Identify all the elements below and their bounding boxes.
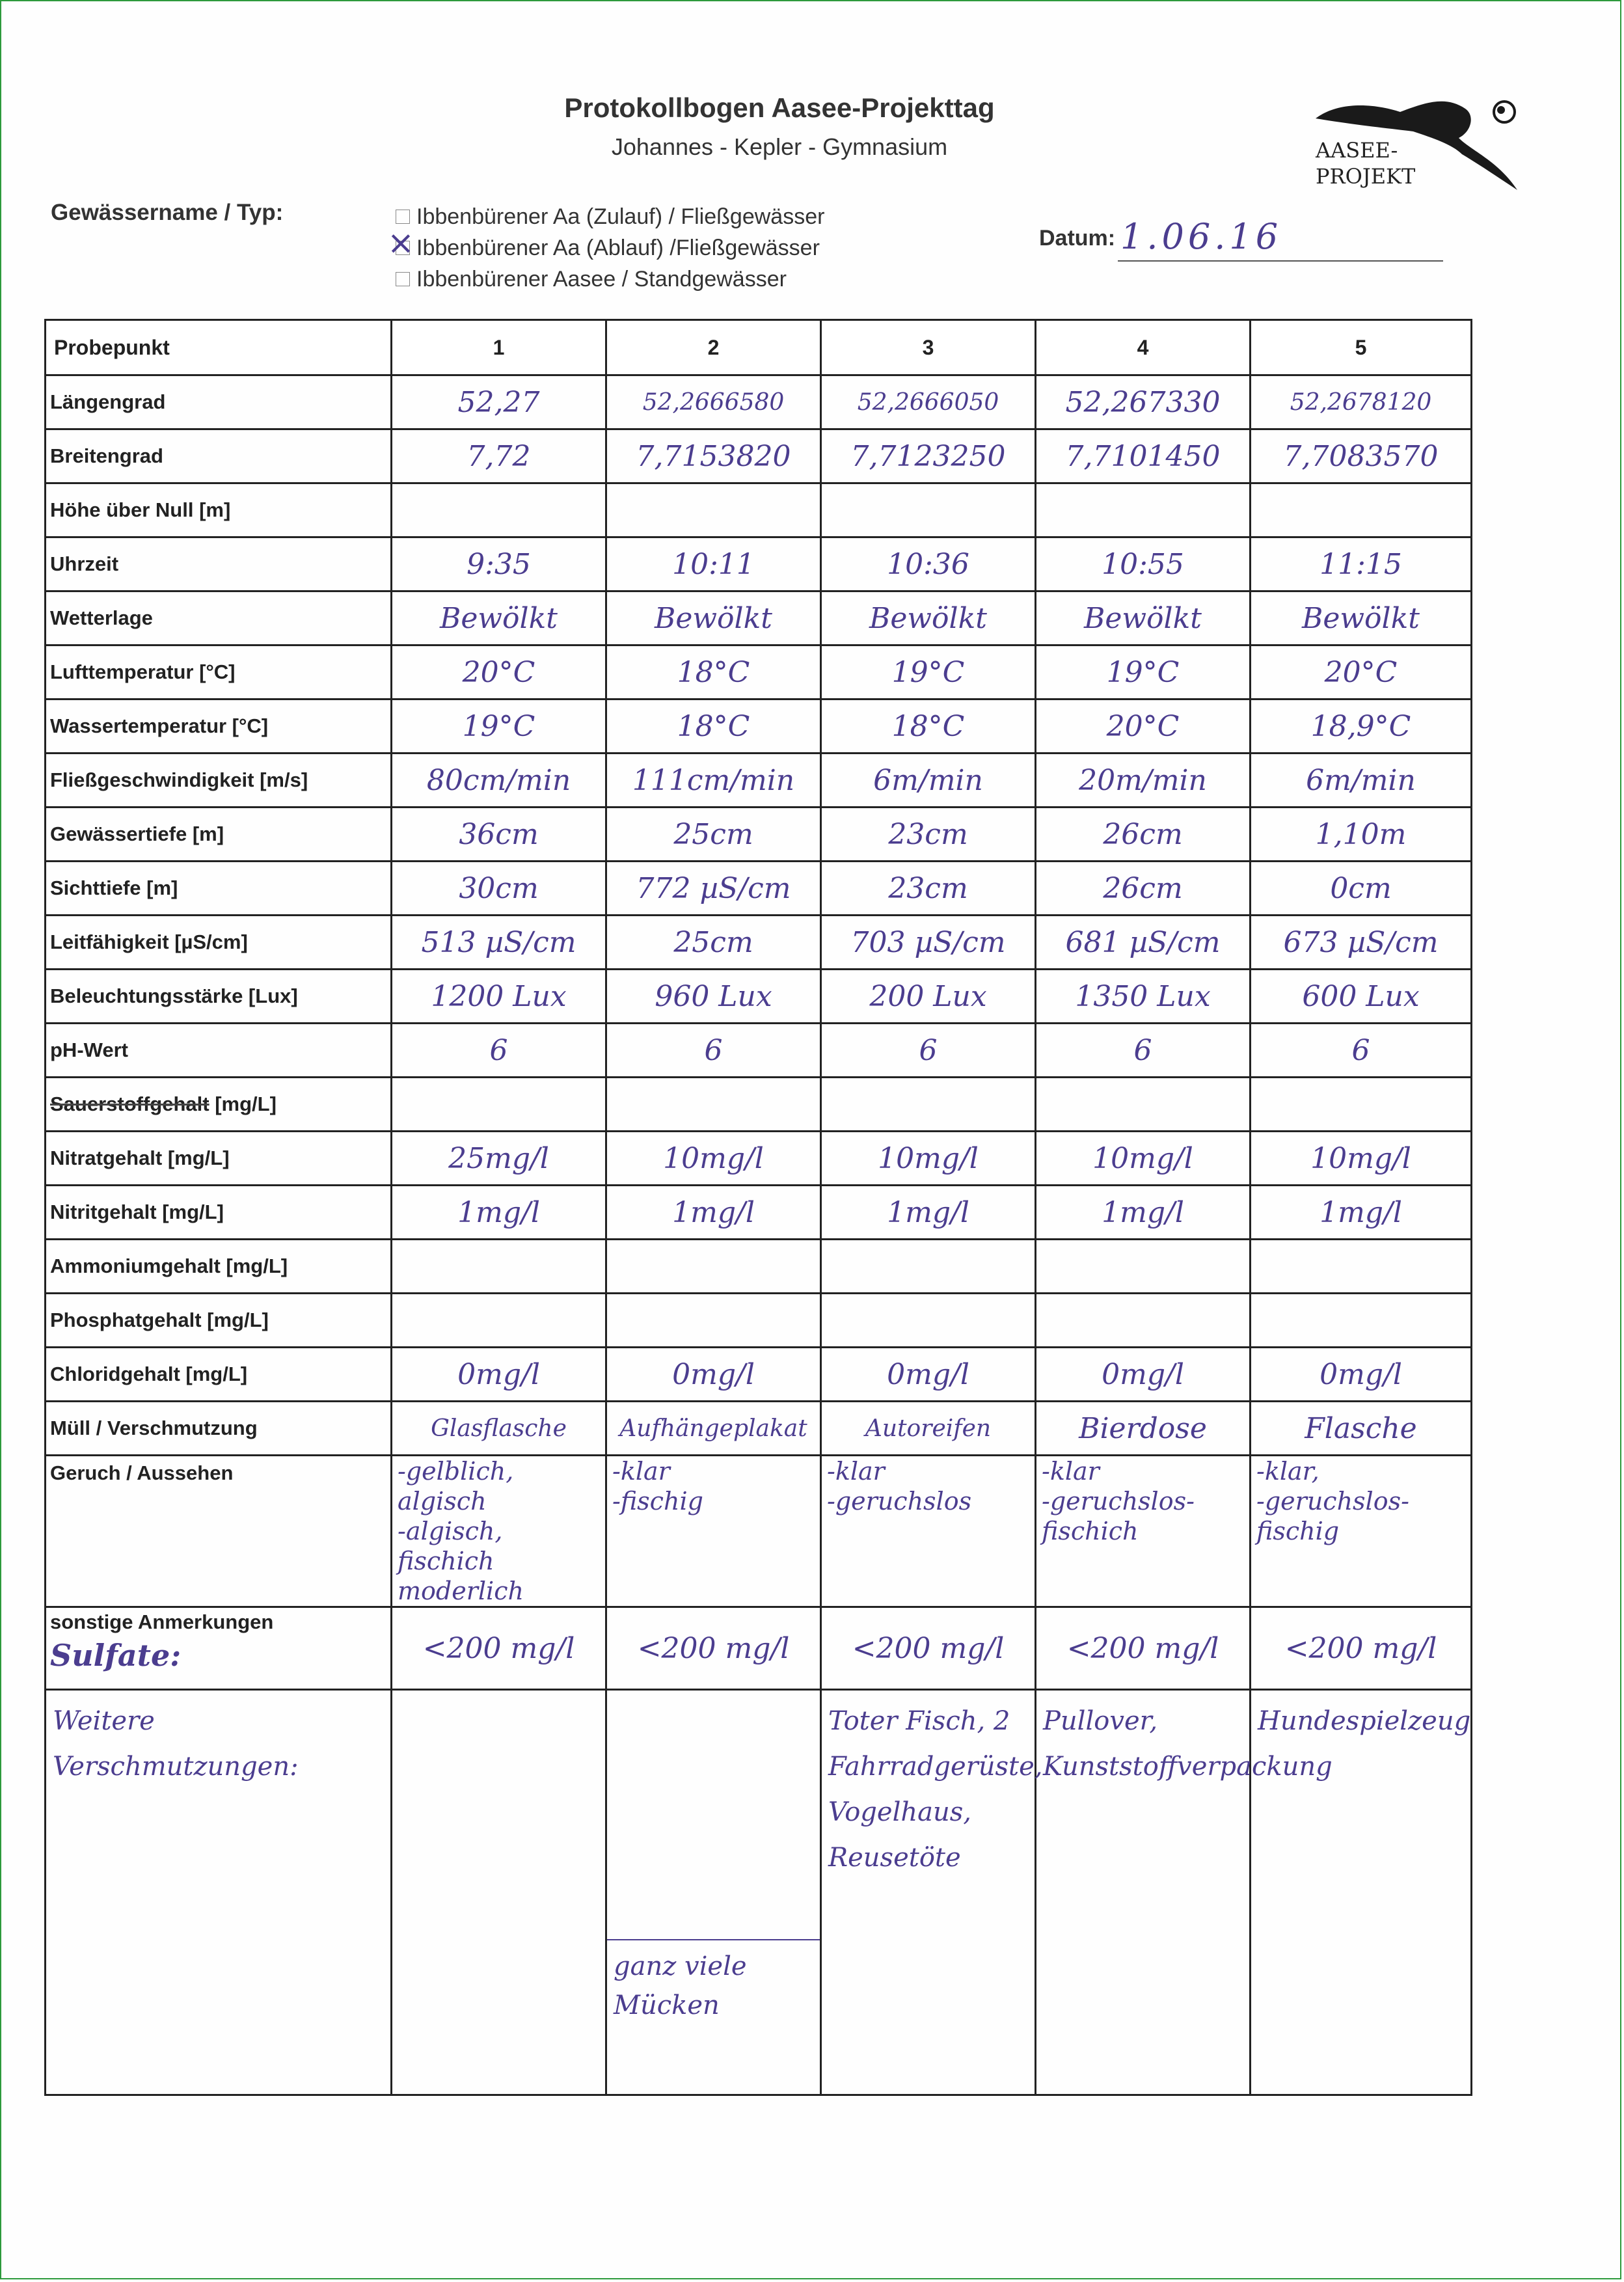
row-label: Phosphatgehalt [mg/L] — [46, 1294, 392, 1348]
table-cell[interactable] — [821, 591, 1036, 645]
table-cell[interactable] — [1036, 537, 1251, 591]
table-row — [46, 1294, 1472, 1348]
row-label: Nitratgehalt [mg/L] — [46, 1132, 392, 1186]
table-cell[interactable] — [392, 862, 606, 916]
cell-value: Bierdose — [1079, 1411, 1207, 1445]
table-cell[interactable] — [1251, 862, 1472, 916]
table-cell[interactable] — [392, 537, 606, 591]
cell-value: 52,2678120 — [1290, 388, 1432, 416]
checkbox-ablauf[interactable] — [396, 241, 410, 255]
cell-value: Aufhängeplakat — [619, 1415, 807, 1442]
table-cell[interactable] — [1251, 1078, 1472, 1132]
table-cell[interactable] — [392, 1456, 606, 1607]
row-label: Uhrzeit — [46, 537, 392, 591]
table-cell[interactable] — [1036, 483, 1251, 537]
cell-value: 18°C — [891, 709, 965, 743]
table-cell[interactable] — [606, 1186, 821, 1240]
table-cell[interactable] — [1036, 1607, 1251, 1690]
table-cell[interactable] — [606, 537, 821, 591]
table-cell[interactable] — [821, 1132, 1036, 1186]
cell-value: 36cm — [459, 817, 539, 851]
cell-value: -klar -geruchslos — [827, 1457, 972, 1515]
table-cell[interactable] — [1251, 537, 1472, 591]
cell-value: 10:11 — [672, 547, 755, 581]
cell-value: 600 Lux — [1302, 979, 1420, 1013]
cell-value: 681 µS/cm — [1065, 925, 1221, 959]
cell-value: 6 — [489, 1033, 508, 1067]
row-label: Längengrad — [46, 375, 392, 429]
table-cell[interactable] — [606, 1132, 821, 1186]
row-label-weitere — [46, 1690, 392, 2095]
cell-value: 6 — [919, 1033, 938, 1067]
cell-value: 26cm — [1103, 817, 1183, 851]
cell-value — [607, 1691, 820, 1706]
option-aasee-label: Ibbenbürener Aasee / Standgewässer — [416, 267, 787, 292]
table-cell[interactable] — [606, 1402, 821, 1456]
table-cell[interactable] — [392, 1132, 606, 1186]
table-cell[interactable] — [606, 916, 821, 970]
table-cell[interactable] — [1036, 1348, 1251, 1402]
cell-value: 80cm/min — [426, 763, 571, 797]
cell-value: 1mg/l — [1102, 1195, 1184, 1229]
cell-value: 7,7083570 — [1283, 439, 1439, 473]
cell-value: 52,2666580 — [642, 388, 785, 416]
checkbox-aasee[interactable] — [396, 272, 410, 286]
cell-value: 0cm — [1330, 871, 1392, 905]
cell-value: Hundespielzeug — [1258, 1706, 1471, 1736]
table-cell[interactable] — [1036, 1186, 1251, 1240]
logo-text-1: AASEE- — [1316, 138, 1398, 163]
table-cell[interactable] — [606, 1607, 821, 1690]
cell-value: 6m/min — [1306, 763, 1416, 797]
table-cell[interactable] — [392, 645, 606, 700]
table-row — [46, 1078, 1472, 1132]
datum-label: Datum: — [1039, 226, 1116, 251]
cell-value: 0mg/l — [1320, 1357, 1402, 1391]
row-label-sonstige — [46, 1607, 392, 1690]
table-cell[interactable] — [1036, 1240, 1251, 1294]
table-cell[interactable] — [821, 1240, 1036, 1294]
cell-value: -klar, -geruchslos- fischig — [1256, 1457, 1409, 1545]
table-cell[interactable] — [392, 970, 606, 1024]
cell-value: Autoreifen — [865, 1415, 992, 1442]
table-row — [46, 1132, 1472, 1186]
cell-value: <200 mg/l — [422, 1631, 575, 1665]
logo-text-2: PROJEKT — [1316, 164, 1416, 189]
cell-value: 18°C — [677, 655, 750, 689]
table-cell[interactable] — [1036, 754, 1251, 808]
cell-value: Bewölkt — [655, 601, 772, 635]
table-cell[interactable] — [821, 429, 1036, 483]
row-label: Beleuchtungsstärke [Lux] — [46, 970, 392, 1024]
table-cell[interactable] — [1251, 1690, 1472, 2095]
cell-value: 52,267330 — [1065, 385, 1221, 419]
cell-value: Bewölkt — [440, 601, 558, 635]
cell-value: 1200 Lux — [431, 979, 567, 1013]
table-cell[interactable] — [392, 754, 606, 808]
table-row-sonstige — [46, 1607, 1472, 1690]
cell-value: 11:15 — [1320, 547, 1402, 581]
table-cell[interactable] — [392, 483, 606, 537]
cell-value: Flasche — [1305, 1411, 1417, 1445]
row-label: Höhe über Null [m] — [46, 483, 392, 537]
cell-value: 1350 Lux — [1075, 979, 1211, 1013]
table-cell[interactable] — [1251, 429, 1472, 483]
point-header-5: 5 — [1251, 320, 1472, 375]
table-row — [46, 1186, 1472, 1240]
table-row — [46, 591, 1472, 645]
table-cell[interactable] — [1251, 970, 1472, 1024]
cell-value: Bewölkt — [1084, 601, 1202, 635]
cell-value: 10mg/l — [1092, 1141, 1193, 1175]
cell-value: 1mg/l — [887, 1195, 969, 1229]
table-cell[interactable] — [1251, 1240, 1472, 1294]
aasee-projekt-logo — [1303, 92, 1524, 203]
cell-value: 25cm — [673, 817, 753, 851]
option-ablauf-label: Ibbenbürener Aa (Ablauf) /Fließgewässer — [416, 236, 820, 260]
table-cell[interactable] — [606, 429, 821, 483]
table-cell[interactable] — [1036, 1078, 1251, 1132]
table-cell[interactable] — [1251, 1186, 1472, 1240]
table-cell[interactable] — [1251, 1456, 1472, 1607]
cell-value: 1mg/l — [457, 1195, 540, 1229]
table-row — [46, 483, 1472, 537]
table-row — [46, 1348, 1472, 1402]
table-cell[interactable] — [821, 808, 1036, 862]
gewaesser-label: Gewässername / Typ: — [51, 200, 284, 225]
table-cell[interactable] — [606, 808, 821, 862]
cell-value: 6 — [1351, 1033, 1370, 1067]
row-label-geruch: Geruch / Aussehen — [46, 1456, 392, 1607]
table-cell[interactable] — [821, 862, 1036, 916]
split-cell — [607, 1691, 820, 2094]
row-label: Nitritgehalt [mg/L] — [46, 1186, 392, 1240]
cell-value: 200 Lux — [869, 979, 987, 1013]
table-cell[interactable] — [606, 375, 821, 429]
cell-value: 23cm — [888, 817, 968, 851]
datum-underline — [1118, 260, 1443, 262]
table-row — [46, 700, 1472, 754]
table-cell[interactable] — [1036, 862, 1251, 916]
weitere-label: Weitere Verschmutzungen: — [53, 1706, 299, 1782]
table-cell[interactable] — [606, 1348, 821, 1402]
cell-value: 19°C — [1106, 655, 1180, 689]
table-row — [46, 1402, 1472, 1456]
cell-value: 18,9°C — [1310, 709, 1411, 743]
table-cell[interactable] — [606, 1024, 821, 1078]
table-cell[interactable] — [1036, 700, 1251, 754]
cell-value: 52,2666050 — [857, 388, 999, 416]
table-cell[interactable] — [392, 700, 606, 754]
point-header-4: 4 — [1036, 320, 1251, 375]
table-cell[interactable] — [606, 700, 821, 754]
cell-value: 0mg/l — [457, 1357, 540, 1391]
sulfate-note: Sulfate: — [50, 1638, 182, 1673]
cell-value: 6m/min — [873, 763, 983, 797]
table-cell[interactable] — [1251, 700, 1472, 754]
table-cell[interactable] — [821, 1294, 1036, 1348]
table-cell[interactable] — [392, 1024, 606, 1078]
cell-value: 25cm — [673, 925, 753, 959]
table-cell[interactable] — [606, 591, 821, 645]
checkbox-zulauf[interactable] — [396, 210, 410, 224]
row-label: Chloridgehalt [mg/L] — [46, 1348, 392, 1402]
cell-value: 20°C — [1324, 655, 1398, 689]
cell-value: 7,7153820 — [636, 439, 791, 473]
cell-value: Glasflasche — [431, 1415, 567, 1442]
cell-value: 703 µS/cm — [850, 925, 1006, 959]
table-cell[interactable] — [1036, 1024, 1251, 1078]
datum-value[interactable]: 1.06.16 — [1120, 216, 1282, 257]
table-row — [46, 754, 1472, 808]
table-row-weitere — [46, 1690, 1472, 2095]
cell-value: -gelblich, algisch -algisch, fischich moderlich — [398, 1457, 524, 1605]
row-label-rest: [mg/L] — [209, 1093, 277, 1115]
table-cell[interactable] — [821, 375, 1036, 429]
cell-value: 26cm — [1103, 871, 1183, 905]
table-cell[interactable] — [1036, 429, 1251, 483]
cell-value: 6 — [704, 1033, 723, 1067]
option-zulauf-label: Ibbenbürener Aa (Zulauf) / Fließgewässer — [416, 204, 825, 229]
point-header-3: 3 — [821, 320, 1036, 375]
row-label: Sichttiefe [m] — [46, 862, 392, 916]
table-cell[interactable] — [1036, 1294, 1251, 1348]
cell-value: 111cm/min — [632, 763, 795, 797]
cell-value: 20°C — [462, 655, 535, 689]
cell-value: 7,7123250 — [850, 439, 1006, 473]
table-cell[interactable] — [606, 970, 821, 1024]
table-cell[interactable] — [392, 808, 606, 862]
cell-value: 1mg/l — [1320, 1195, 1402, 1229]
table-cell[interactable] — [821, 1078, 1036, 1132]
table-cell[interactable] — [392, 1690, 606, 2095]
table-cell[interactable] — [392, 429, 606, 483]
table-cell[interactable] — [1251, 1402, 1472, 1456]
row-label: Wassertemperatur [°C] — [46, 700, 392, 754]
table-cell[interactable] — [1036, 916, 1251, 970]
table-cell[interactable] — [1251, 1348, 1472, 1402]
table-cell[interactable] — [1251, 1132, 1472, 1186]
cell-value: <200 mg/l — [852, 1631, 1005, 1665]
table-cell[interactable] — [1251, 591, 1472, 645]
row-label: Müll / Verschmutzung — [46, 1402, 392, 1456]
cell-value: 10mg/l — [663, 1141, 764, 1175]
table-cell[interactable] — [392, 1348, 606, 1402]
cell-value: <200 mg/l — [1066, 1631, 1219, 1665]
row-label: Lufttemperatur [°C] — [46, 645, 392, 700]
table-cell[interactable] — [392, 1607, 606, 1690]
row-label-struck: Sauerstoffgehalt — [50, 1093, 210, 1115]
row-label: Leitfähigkeit [µS/cm] — [46, 916, 392, 970]
table-cell[interactable] — [392, 1186, 606, 1240]
cell-value: 30cm — [459, 871, 539, 905]
table-row — [46, 808, 1472, 862]
table-cell[interactable] — [821, 916, 1036, 970]
table-cell[interactable] — [606, 1240, 821, 1294]
table-cell[interactable] — [821, 483, 1036, 537]
cell-value: Toter Fisch, 2 Fahrradgerüste, Vogelhaus, Reusetöte — [828, 1706, 1043, 1873]
table-cell[interactable] — [1251, 1607, 1472, 1690]
cell-value: 772 µS/cm — [636, 871, 791, 905]
table-cell[interactable] — [1251, 375, 1472, 429]
row-label — [46, 1078, 392, 1132]
table-cell[interactable] — [821, 1607, 1036, 1690]
cell-value: 1mg/l — [672, 1195, 755, 1229]
row-label: Fließgeschwindigkeit [m/s] — [46, 754, 392, 808]
table-cell[interactable] — [1036, 970, 1251, 1024]
page-title: Protokollbogen Aasee-Projekttag — [564, 92, 995, 123]
cell-value: <200 mg/l — [1284, 1631, 1437, 1665]
gewaesser-options — [396, 201, 824, 295]
row-label: Breitengrad — [46, 429, 392, 483]
cell-value: 1,10m — [1315, 817, 1407, 851]
table-cell[interactable] — [606, 1294, 821, 1348]
row-label: pH-Wert — [46, 1024, 392, 1078]
table-cell[interactable] — [821, 970, 1036, 1024]
table-row — [46, 645, 1472, 700]
option-aasee[interactable] — [396, 264, 824, 295]
table-row-geruch — [46, 1456, 1472, 1607]
cell-value: 673 µS/cm — [1283, 925, 1439, 959]
row-label: Ammoniumgehalt [mg/L] — [46, 1240, 392, 1294]
table-cell[interactable] — [1251, 916, 1472, 970]
cell-value: 20m/min — [1079, 763, 1207, 797]
muecken-note: ganz viele Mücken — [607, 1939, 820, 2094]
table-cell[interactable] — [606, 1078, 821, 1132]
table-cell[interactable] — [1036, 1456, 1251, 1607]
cell-value: 0mg/l — [887, 1357, 969, 1391]
row-label: Wetterlage — [46, 591, 392, 645]
cell-value: 513 µS/cm — [421, 925, 576, 959]
cell-value: -klar -geruchslos- fischich — [1042, 1457, 1195, 1545]
table-cell[interactable] — [1036, 645, 1251, 700]
cell-value: 19°C — [462, 709, 535, 743]
table-row — [46, 970, 1472, 1024]
cell-value: 10mg/l — [1310, 1141, 1411, 1175]
cell-value: Pullover, Kunststoffverpackung — [1043, 1706, 1333, 1782]
cell-value: 19°C — [891, 655, 965, 689]
cell-value: -klar -fischig — [612, 1457, 703, 1515]
table-cell[interactable] — [821, 1690, 1043, 2095]
cell-value: 25mg/l — [448, 1141, 549, 1175]
table-cell[interactable] — [606, 1456, 821, 1607]
table-cell[interactable] — [606, 483, 821, 537]
table-cell[interactable] — [1251, 1294, 1472, 1348]
table-cell[interactable] — [1036, 591, 1251, 645]
cell-value: 20°C — [1106, 709, 1180, 743]
cell-value: 0mg/l — [672, 1357, 755, 1391]
table-cell[interactable] — [1251, 1024, 1472, 1078]
table-cell[interactable] — [1251, 754, 1472, 808]
table-cell[interactable] — [821, 1348, 1036, 1402]
table-cell[interactable] — [606, 645, 821, 700]
table-cell[interactable] — [1251, 808, 1472, 862]
row-label: Gewässertiefe [m] — [46, 808, 392, 862]
table-cell[interactable] — [392, 1240, 606, 1294]
cell-value — [392, 1691, 605, 1706]
cell-value: 52,27 — [457, 385, 540, 419]
table-row — [46, 916, 1472, 970]
cell-value: 0mg/l — [1102, 1357, 1184, 1391]
probepunkt-header: Probepunkt — [46, 320, 392, 375]
cell-value: 960 Lux — [655, 979, 772, 1013]
table-cell[interactable] — [1251, 645, 1472, 700]
cell-value: 7,72 — [467, 439, 531, 473]
table-cell[interactable] — [821, 537, 1036, 591]
table-cell[interactable] — [392, 1402, 606, 1456]
table-cell[interactable] — [392, 591, 606, 645]
table-cell[interactable] — [606, 754, 821, 808]
table-cell[interactable] — [821, 700, 1036, 754]
cell-value: 7,7101450 — [1065, 439, 1221, 473]
table-cell[interactable] — [1251, 483, 1472, 537]
table-cell[interactable] — [1036, 375, 1251, 429]
table-cell[interactable] — [392, 375, 606, 429]
table-cell[interactable] — [1036, 1402, 1251, 1456]
cell-value: 10mg/l — [878, 1141, 979, 1175]
table-cell[interactable] — [392, 916, 606, 970]
option-zulauf[interactable] — [396, 201, 824, 232]
option-ablauf[interactable] — [396, 232, 824, 264]
table-cell[interactable] — [606, 1690, 821, 2095]
cell-value: 18°C — [677, 709, 750, 743]
page-subtitle: Johannes - Kepler - Gymnasium — [611, 133, 948, 160]
cell-value: 10:55 — [1102, 547, 1184, 581]
cell-value: Bewölkt — [1302, 601, 1420, 635]
table-cell[interactable] — [821, 645, 1036, 700]
table-cell[interactable] — [821, 754, 1036, 808]
cell-value: 9:35 — [467, 547, 531, 581]
measurement-table — [44, 319, 1472, 2096]
table-row — [46, 1024, 1472, 1078]
cell-value: 10:36 — [887, 547, 969, 581]
table-cell[interactable] — [821, 1402, 1036, 1456]
table-cell[interactable] — [821, 1024, 1036, 1078]
table-row — [46, 1240, 1472, 1294]
table-row — [46, 537, 1472, 591]
table-cell[interactable] — [821, 1456, 1036, 1607]
cell-value: <200 mg/l — [637, 1631, 790, 1665]
cell-value: 6 — [1133, 1033, 1152, 1067]
table-cell[interactable] — [606, 862, 821, 916]
table-row — [46, 862, 1472, 916]
cell-value: 23cm — [888, 871, 968, 905]
table-cell[interactable] — [821, 1186, 1036, 1240]
point-header-2: 2 — [606, 320, 821, 375]
sonstige-label: sonstige Anmerkungen — [50, 1610, 274, 1633]
point-header-1: 1 — [392, 320, 606, 375]
table-cell[interactable] — [1036, 1132, 1251, 1186]
table-row — [46, 375, 1472, 429]
cell-value: Bewölkt — [869, 601, 987, 635]
table-cell[interactable] — [392, 1294, 606, 1348]
table-cell[interactable] — [1036, 808, 1251, 862]
table-cell[interactable] — [1036, 1690, 1333, 2095]
table-cell[interactable] — [392, 1078, 606, 1132]
table-row — [46, 429, 1472, 483]
